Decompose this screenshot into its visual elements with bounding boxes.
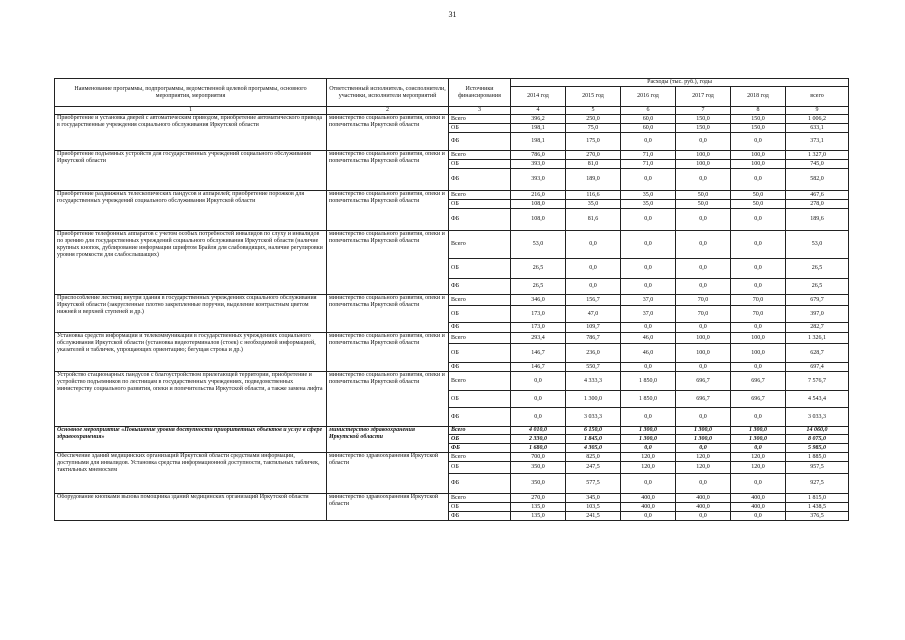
funding-source: ФБ xyxy=(449,133,511,151)
table-row xyxy=(55,427,849,435)
expense-value: 35,0 xyxy=(621,200,676,209)
expense-value: 0,0 xyxy=(511,408,566,427)
expense-total: 1 815,0 xyxy=(786,494,849,503)
expense-total: 957,5 xyxy=(786,462,849,474)
measure-name: Приобретение подъемных устройств для государственных учреждений социального обслуживания Иркутской области xyxy=(55,151,327,191)
funding-source: Всего xyxy=(449,115,511,124)
expense-value: 4 305,0 xyxy=(566,444,621,453)
responsible-executor: министерство социального развития, опеки и попечительства Иркутской области xyxy=(327,151,449,191)
expense-value: 0,0 xyxy=(731,133,786,151)
header-total: всего xyxy=(786,87,849,107)
header-year: 2018 год xyxy=(731,87,786,107)
header-year: 2015 год xyxy=(566,87,621,107)
expense-value: 100,0 xyxy=(731,333,786,344)
expense-value: 241,5 xyxy=(566,512,621,521)
expense-value: 150,0 xyxy=(731,124,786,133)
expense-total: 1 438,5 xyxy=(786,503,849,512)
measure-name: Оборудование кнопками вызова помощника зданий медицинских организаций Иркутской области xyxy=(55,494,327,521)
expense-value: 0,0 xyxy=(731,279,786,295)
measure-name: Приобретение телефонных аппаратов с учетом особых потребностей инвалидов по слуху и инвалидов по зрению для государственных учреждений социального обслуживания Иркутской области (наличие крупных кнопок, дублирование информации шрифтом Брайля для слабовидящих, наличие регулировки уровня громкости для слабослышащих) xyxy=(55,231,327,295)
expense-value: 1 850,0 xyxy=(621,391,676,408)
header-responsible: Ответственный исполнитель, соисполнители, участники, исполнители мероприятий xyxy=(327,79,449,107)
table-row xyxy=(55,151,849,160)
expense-total: 628,7 xyxy=(786,344,849,363)
funding-source: ФБ xyxy=(449,323,511,333)
table-row xyxy=(55,191,849,200)
column-number: 5 xyxy=(566,107,621,115)
expense-value: 81,6 xyxy=(566,209,621,231)
expense-value: 100,0 xyxy=(731,344,786,363)
expense-value: 270,0 xyxy=(511,494,566,503)
expense-value: 100,0 xyxy=(731,151,786,160)
expense-value: 270,0 xyxy=(566,151,621,160)
expense-value: 0,0 xyxy=(676,231,731,259)
expense-value: 46,0 xyxy=(621,344,676,363)
expense-value: 825,0 xyxy=(566,453,621,462)
expense-value: 120,0 xyxy=(676,462,731,474)
expense-value: 400,0 xyxy=(731,494,786,503)
expense-value: 0,0 xyxy=(676,133,731,151)
expense-value: 120,0 xyxy=(621,453,676,462)
expense-value: 696,7 xyxy=(676,391,731,408)
header-name: Наименование программы, подпрограммы, ведомственной целевой программы, основного мероприятия, мероприятия xyxy=(55,79,327,107)
expense-total: 8 075,0 xyxy=(786,435,849,444)
expense-value: 70,0 xyxy=(731,306,786,323)
header-year: 2014 год xyxy=(511,87,566,107)
expense-value: 120,0 xyxy=(676,453,731,462)
column-number: 1 xyxy=(55,107,327,115)
expense-value: 0,0 xyxy=(731,444,786,453)
expense-value: 0,0 xyxy=(676,444,731,453)
funding-source: ФБ xyxy=(449,209,511,231)
funding-source: ОБ xyxy=(449,344,511,363)
expense-value: 150,0 xyxy=(676,124,731,133)
funding-source: Всего xyxy=(449,372,511,391)
expense-value: 0,0 xyxy=(511,372,566,391)
expense-value: 100,0 xyxy=(676,151,731,160)
expense-total: 3 033,3 xyxy=(786,408,849,427)
expense-value: 0,0 xyxy=(621,209,676,231)
expense-value: 247,5 xyxy=(566,462,621,474)
expense-value: 1 850,0 xyxy=(621,372,676,391)
measure-name: Установка средств информации и телекоммуникации в государственных учреждениях социального обслуживания Иркутской области (установка видеотерминалов (стоек) с необходимой информацией, указателей и табличек, упрощающих ориентацию; бегущая строка и др.) xyxy=(55,333,327,372)
expense-value: 175,0 xyxy=(566,133,621,151)
expense-total: 745,0 xyxy=(786,160,849,169)
expense-value: 35,0 xyxy=(566,200,621,209)
column-number: 3 xyxy=(449,107,511,115)
expense-value: 400,0 xyxy=(676,494,731,503)
funding-source: ФБ xyxy=(449,363,511,372)
expense-value: 1 300,0 xyxy=(731,427,786,435)
expense-total: 1 327,0 xyxy=(786,151,849,160)
expense-value: 0,0 xyxy=(676,474,731,494)
table-row xyxy=(55,115,849,124)
expense-value: 109,7 xyxy=(566,323,621,333)
column-number: 6 xyxy=(621,107,676,115)
expense-value: 150,0 xyxy=(731,115,786,124)
column-numbers-row xyxy=(55,107,849,115)
responsible-executor: министерство социального развития, опеки и попечительства Иркутской области xyxy=(327,295,449,333)
expense-value: 100,0 xyxy=(676,333,731,344)
expense-value: 1 300,0 xyxy=(621,435,676,444)
expense-value: 71,0 xyxy=(621,151,676,160)
expense-value: 0,0 xyxy=(731,259,786,279)
expense-value: 0,0 xyxy=(621,444,676,453)
funding-source: ОБ xyxy=(449,259,511,279)
expense-value: 0,0 xyxy=(676,323,731,333)
expense-value: 0,0 xyxy=(566,279,621,295)
expense-value: 696,7 xyxy=(731,372,786,391)
expense-value: 0,0 xyxy=(731,209,786,231)
header-expenses: Расходы (тыс. руб.), годы xyxy=(511,79,849,87)
expense-value: 0,0 xyxy=(511,391,566,408)
funding-source: ОБ xyxy=(449,306,511,323)
expense-total: 1 006,2 xyxy=(786,115,849,124)
expense-value: 0,0 xyxy=(676,363,731,372)
expense-value: 198,1 xyxy=(511,124,566,133)
expense-total: 26,5 xyxy=(786,279,849,295)
expense-value: 350,0 xyxy=(511,474,566,494)
table-row xyxy=(55,453,849,462)
expense-value: 0,0 xyxy=(566,259,621,279)
expense-value: 173,0 xyxy=(511,323,566,333)
expense-value: 0,0 xyxy=(731,512,786,521)
expense-value: 189,0 xyxy=(566,169,621,191)
responsible-executor: министерство социального развития, опеки и попечительства Иркутской области xyxy=(327,333,449,372)
expense-value: 786,0 xyxy=(511,151,566,160)
expense-value: 0,0 xyxy=(621,169,676,191)
expense-value: 46,0 xyxy=(621,333,676,344)
expense-value: 0,0 xyxy=(731,408,786,427)
measure-name: Обеспечение зданий медицинских организаций Иркутской области средствами информации, доступными для инвалидов. Установка средства информационной доступности, тактильных табличек, тактильных мнемосхем xyxy=(55,453,327,494)
funding-source: Всего xyxy=(449,295,511,306)
expense-value: 81,0 xyxy=(566,160,621,169)
expense-total: 679,7 xyxy=(786,295,849,306)
expense-value: 156,7 xyxy=(566,295,621,306)
expense-value: 71,0 xyxy=(621,160,676,169)
expense-value: 350,0 xyxy=(511,462,566,474)
expense-value: 0,0 xyxy=(676,169,731,191)
expense-value: 4 333,3 xyxy=(566,372,621,391)
expense-value: 135,0 xyxy=(511,512,566,521)
funding-source: Всего xyxy=(449,453,511,462)
expense-value: 70,0 xyxy=(676,306,731,323)
expense-value: 120,0 xyxy=(621,462,676,474)
expense-total: 1 885,0 xyxy=(786,453,849,462)
funding-source: ОБ xyxy=(449,435,511,444)
expense-value: 1 680,0 xyxy=(511,444,566,453)
expense-value: 1 300,0 xyxy=(676,435,731,444)
table-row xyxy=(55,372,849,391)
expense-value: 0,0 xyxy=(676,408,731,427)
expense-value: 396,2 xyxy=(511,115,566,124)
expense-value: 1 300,0 xyxy=(566,391,621,408)
expense-value: 173,0 xyxy=(511,306,566,323)
measure-name: Приобретение раздвижных телескопических пандусов и аппарелей; приобретение порожков для государственных учреждений социального обслуживания Иркутской области xyxy=(55,191,327,231)
expense-value: 293,4 xyxy=(511,333,566,344)
header-year: 2017 год xyxy=(676,87,731,107)
expense-value: 400,0 xyxy=(621,503,676,512)
responsible-executor: министерство социального развития, опеки и попечительства Иркутской области xyxy=(327,231,449,295)
funding-source: Всего xyxy=(449,151,511,160)
expense-value: 70,0 xyxy=(676,295,731,306)
expense-value: 0,0 xyxy=(676,259,731,279)
funding-source: ФБ xyxy=(449,474,511,494)
expense-value: 4 010,0 xyxy=(511,427,566,435)
expense-total: 467,6 xyxy=(786,191,849,200)
expense-value: 50,0 xyxy=(676,191,731,200)
expense-value: 1 300,0 xyxy=(731,435,786,444)
expense-value: 100,0 xyxy=(676,344,731,363)
expense-value: 146,7 xyxy=(511,363,566,372)
funding-source: Всего xyxy=(449,191,511,200)
expense-value: 1 300,0 xyxy=(621,427,676,435)
expense-value: 75,0 xyxy=(566,124,621,133)
expense-value: 120,0 xyxy=(731,462,786,474)
measure-name: Приспособление лестниц внутри здания в государственных учреждениях социального обслуживания Иркутской области (закругленные плотно закрепленные поручни, выделение контрастным цветом нижней и верхней ступеней и др.) xyxy=(55,295,327,333)
expense-value: 60,0 xyxy=(621,115,676,124)
expense-value: 400,0 xyxy=(731,503,786,512)
funding-source: Всего xyxy=(449,427,511,435)
expense-value: 700,0 xyxy=(511,453,566,462)
table-body xyxy=(55,115,849,521)
column-number: 9 xyxy=(786,107,849,115)
expense-total: 633,1 xyxy=(786,124,849,133)
expense-value: 400,0 xyxy=(676,503,731,512)
expense-value: 100,0 xyxy=(676,160,731,169)
table-row xyxy=(55,333,849,344)
expense-value: 2 330,0 xyxy=(511,435,566,444)
funding-source: ОБ xyxy=(449,200,511,209)
column-number: 2 xyxy=(327,107,449,115)
expense-total: 397,0 xyxy=(786,306,849,323)
expense-value: 6 150,0 xyxy=(566,427,621,435)
expense-total: 927,5 xyxy=(786,474,849,494)
expense-value: 0,0 xyxy=(676,512,731,521)
expense-value: 35,0 xyxy=(621,191,676,200)
expense-value: 393,0 xyxy=(511,169,566,191)
expense-value: 696,7 xyxy=(676,372,731,391)
expense-total: 376,5 xyxy=(786,512,849,521)
column-number: 7 xyxy=(676,107,731,115)
responsible-executor: министерство здравоохранения Иркутской области xyxy=(327,453,449,494)
funding-source: ОБ xyxy=(449,503,511,512)
responsible-executor: министерство здравоохранения Иркутской области xyxy=(327,427,449,453)
measure-name: Приобретение и установка дверей с автоматическим приводом, приобретение автоматического привода в государственные учреждения социального обслуживания Иркутской области xyxy=(55,115,327,151)
expense-value: 53,0 xyxy=(511,231,566,259)
expense-value: 1 845,0 xyxy=(566,435,621,444)
expense-value: 50,0 xyxy=(731,200,786,209)
expense-value: 103,5 xyxy=(566,503,621,512)
expense-value: 50,0 xyxy=(731,191,786,200)
expense-value: 50,0 xyxy=(676,200,731,209)
responsible-executor: министерство социального развития, опеки и попечительства Иркутской области xyxy=(327,372,449,427)
column-number: 4 xyxy=(511,107,566,115)
expense-value: 400,0 xyxy=(621,494,676,503)
funding-source: ФБ xyxy=(449,408,511,427)
table-row xyxy=(55,295,849,306)
expense-value: 236,0 xyxy=(566,344,621,363)
expense-total: 1 326,1 xyxy=(786,333,849,344)
measure-name: Устройство стационарных пандусов с благоустройством прилегающей территории, приобретение и устройство подъемников по лестницам в государственных учреждениях, подведомственных министерству социального развития, опеки и попечительства Иркутской области, а также замена лифта xyxy=(55,372,327,427)
funding-source: ОБ xyxy=(449,462,511,474)
expense-value: 577,5 xyxy=(566,474,621,494)
expense-value: 0,0 xyxy=(621,279,676,295)
expense-value: 135,0 xyxy=(511,503,566,512)
expense-value: 0,0 xyxy=(731,474,786,494)
expense-total: 582,0 xyxy=(786,169,849,191)
budget-table xyxy=(54,78,849,521)
expense-value: 345,0 xyxy=(566,494,621,503)
expense-value: 120,0 xyxy=(731,453,786,462)
column-number: 8 xyxy=(731,107,786,115)
expense-value: 393,0 xyxy=(511,160,566,169)
measure-name: Основное мероприятие «Повышение уровня доступности приоритетных объектов и услуг в сфере здравоохранения» xyxy=(55,427,327,453)
expense-value: 0,0 xyxy=(731,323,786,333)
table-row xyxy=(55,494,849,503)
expense-total: 5 985,0 xyxy=(786,444,849,453)
expense-total: 26,5 xyxy=(786,259,849,279)
funding-source: ОБ xyxy=(449,391,511,408)
expense-value: 0,0 xyxy=(621,259,676,279)
funding-source: ОБ xyxy=(449,124,511,133)
funding-source: ОБ xyxy=(449,160,511,169)
expense-total: 189,6 xyxy=(786,209,849,231)
expense-value: 0,0 xyxy=(621,133,676,151)
expense-value: 696,7 xyxy=(731,391,786,408)
expense-value: 0,0 xyxy=(621,363,676,372)
expense-value: 37,0 xyxy=(621,295,676,306)
responsible-executor: министерство социального развития, опеки и попечительства Иркутской области xyxy=(327,191,449,231)
expense-value: 0,0 xyxy=(621,323,676,333)
expense-value: 37,0 xyxy=(621,306,676,323)
expense-value: 108,0 xyxy=(511,209,566,231)
expense-value: 26,5 xyxy=(511,279,566,295)
expense-value: 0,0 xyxy=(621,512,676,521)
expense-value: 0,0 xyxy=(621,408,676,427)
expense-value: 0,0 xyxy=(566,231,621,259)
page-number: 31 xyxy=(448,10,457,19)
table-row xyxy=(55,231,849,259)
funding-source: Всего xyxy=(449,333,511,344)
funding-source: Всего xyxy=(449,494,511,503)
responsible-executor: министерство здравоохранения Иркутской области xyxy=(327,494,449,521)
header-source: Источники финансирования xyxy=(449,79,511,107)
expense-value: 146,7 xyxy=(511,344,566,363)
expense-value: 346,0 xyxy=(511,295,566,306)
expense-value: 0,0 xyxy=(731,363,786,372)
expense-value: 0,0 xyxy=(676,209,731,231)
expense-value: 60,0 xyxy=(621,124,676,133)
expense-total: 7 576,7 xyxy=(786,372,849,391)
expense-total: 697,4 xyxy=(786,363,849,372)
expense-value: 198,1 xyxy=(511,133,566,151)
expense-value: 1 300,0 xyxy=(676,427,731,435)
expense-value: 108,0 xyxy=(511,200,566,209)
header-year: 2016 год xyxy=(621,87,676,107)
expense-value: 100,0 xyxy=(731,160,786,169)
expense-value: 786,7 xyxy=(566,333,621,344)
expense-total: 14 060,0 xyxy=(786,427,849,435)
expense-value: 3 033,3 xyxy=(566,408,621,427)
expense-value: 0,0 xyxy=(731,231,786,259)
expense-value: 250,0 xyxy=(566,115,621,124)
expense-total: 278,0 xyxy=(786,200,849,209)
expense-value: 26,5 xyxy=(511,259,566,279)
expense-value: 0,0 xyxy=(676,279,731,295)
expense-value: 150,0 xyxy=(676,115,731,124)
responsible-executor: министерство социального развития, опеки и попечительства Иркутской области xyxy=(327,115,449,151)
expense-total: 373,1 xyxy=(786,133,849,151)
expense-value: 47,0 xyxy=(566,306,621,323)
expense-value: 216,0 xyxy=(511,191,566,200)
funding-source: Всего xyxy=(449,231,511,259)
funding-source: ФБ xyxy=(449,512,511,521)
expense-total: 282,7 xyxy=(786,323,849,333)
funding-source: ФБ xyxy=(449,444,511,453)
expense-total: 4 543,4 xyxy=(786,391,849,408)
expense-value: 0,0 xyxy=(731,169,786,191)
expense-value: 116,6 xyxy=(566,191,621,200)
expense-value: 0,0 xyxy=(621,474,676,494)
expense-value: 70,0 xyxy=(731,295,786,306)
funding-source: ФБ xyxy=(449,279,511,295)
funding-source: ФБ xyxy=(449,169,511,191)
expense-value: 550,7 xyxy=(566,363,621,372)
expense-total: 53,0 xyxy=(786,231,849,259)
expense-value: 0,0 xyxy=(621,231,676,259)
